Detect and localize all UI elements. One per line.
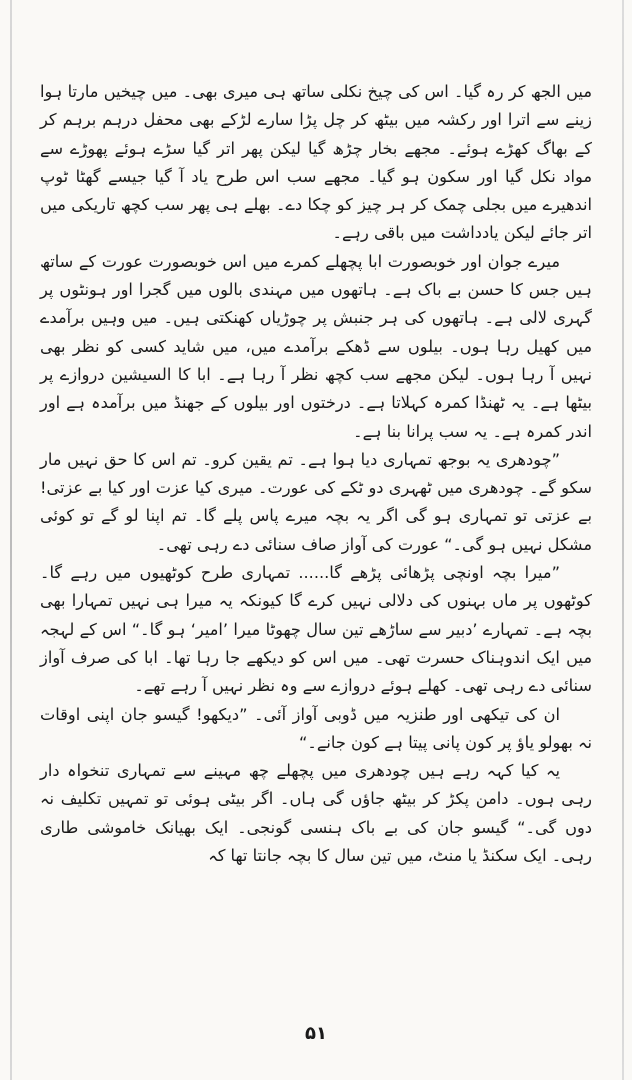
paragraph-3: ”چودھری یہ بوجھ تمہاری دیا ہوا ہے۔ تم یقین کرو۔ تم اس کا حق نہیں مار سکو گے۔ چودھری میں ٹھہری دو ٹکے کی عورت۔ میری کیا عزت اور کیا بے عزتی! بے عزتی تو تمہاری ہو گی اگر یہ بچہ میرے پاس پلے گا۔ تم اپنا لو گے تو کوئی مشکل نہیں ہو گی۔“ عورت کی آواز صاف سنائی دے رہی تھی۔ (40, 449, 592, 554)
paragraph-1: میں الجھ کر رہ گیا۔ اس کی چیخ نکلی ساتھ ہی میری بھی۔ میں چیخیں مارتا ہوا زینے سے اترا اور رکشہ میں بیٹھ کر چل پڑا سارے لڑکے بھی محفل درہم برہم کر کے بھاگ کھڑے ہوئے۔ مجھے بخار چڑھ گیا لیکن پھر اتر گیا سڑے ہوئے پھوڑے سے مواد نکل گیا اور سکون ہو گیا۔ مجھے سب اس طرح یاد آ گیا جیسے گھٹا ٹوپ اندھیرے میں بجلی چمک کر ہر چیز کو چکا دے۔ بھلے ہی پھر سب کچھ تاریکی میں اتر جائے لیکن یادداشت میں باقی رہے۔ (40, 82, 592, 243)
paragraph-4: ”میرا بچہ اونچی پڑھائی پڑھے گا...... تمہاری طرح کوٹھیوں میں رہے گا۔ کوٹھوں پر ماں بہنوں کی دلالی نہیں کرے گا کیونکہ یہ میرا ہی نہیں تمہارا بھی بچہ ہے۔ تمہارے ’دبیر سے ساڑھے تین سال چھوٹا میرا ’امیر‘ ہو گا۔“ اس کے لہجہ میں ایک اندوہناک حسرت تھی۔ میں اس کو دیکھے جا رہا تھا۔ ابا کی صرف آواز سنائی دے رہی تھی۔ کھلے ہوئے دروازے سے وہ نظر نہیں آ رہے تھے۔ (40, 563, 592, 696)
paragraph-6: یہ کیا کہہ رہے ہیں چودھری میں پچھلے چھ مہینے سے تمہاری تنخواہ دار رہی ہوں۔ دامن پکڑ کر بیٹھ جاؤں گی ہاں۔ اگر بیٹی ہوئی تو تمہیں تکلیف نہ دوں گی۔“ گیسو جان کی بے باک ہنسی گونجی۔ ایک بھیانک خاموشی طاری رہی۔ ایک سکنڈ یا منٹ، میں تین سال کا بچہ جانتا تھا کہ (40, 761, 592, 866)
paragraph-2: میرے جوان اور خوبصورت ابا پچھلے کمرے میں اس خوبصورت عورت کے ساتھ ہیں جس کا حسن بے باک ہے۔ ہاتھوں میں مہندی بالوں میں گجرا اور ہونٹوں پر گہری لالی ہے۔ ہاتھوں کی ہر جنبش پر چوڑیاں کھنکتی ہیں۔ میں وہیں برآمدے میں کھیل رہا ہوں۔ بیلوں سے ڈھکے برآمدے میں، میں شاید کسی کو نظر بھی نہیں آ رہا ہوں۔ لیکن مجھے سب کچھ نظر آ رہا ہے۔ ابا کا السیشین دروازے پر بیٹھا ہے۔ یہ ٹھنڈا کمرہ کہلاتا ہے۔ درختوں اور بیلوں کے جھنڈ میں برآمدہ ہے اور اندر کمرہ ہے۔ یہ سب پرانا بنا ہے۔ (40, 251, 592, 441)
body-text (40, 78, 592, 870)
paragraph-5: ان کی تیکھی اور طنزیہ میں ڈوبی آواز آئی۔ ”دیکھو! گیسو جان اپنی اوقات نہ بھولو یاؤ پر کون پانی پیتا ہے کون جانے۔“ (40, 704, 592, 752)
page-number: ۵۱ (305, 1023, 327, 1044)
